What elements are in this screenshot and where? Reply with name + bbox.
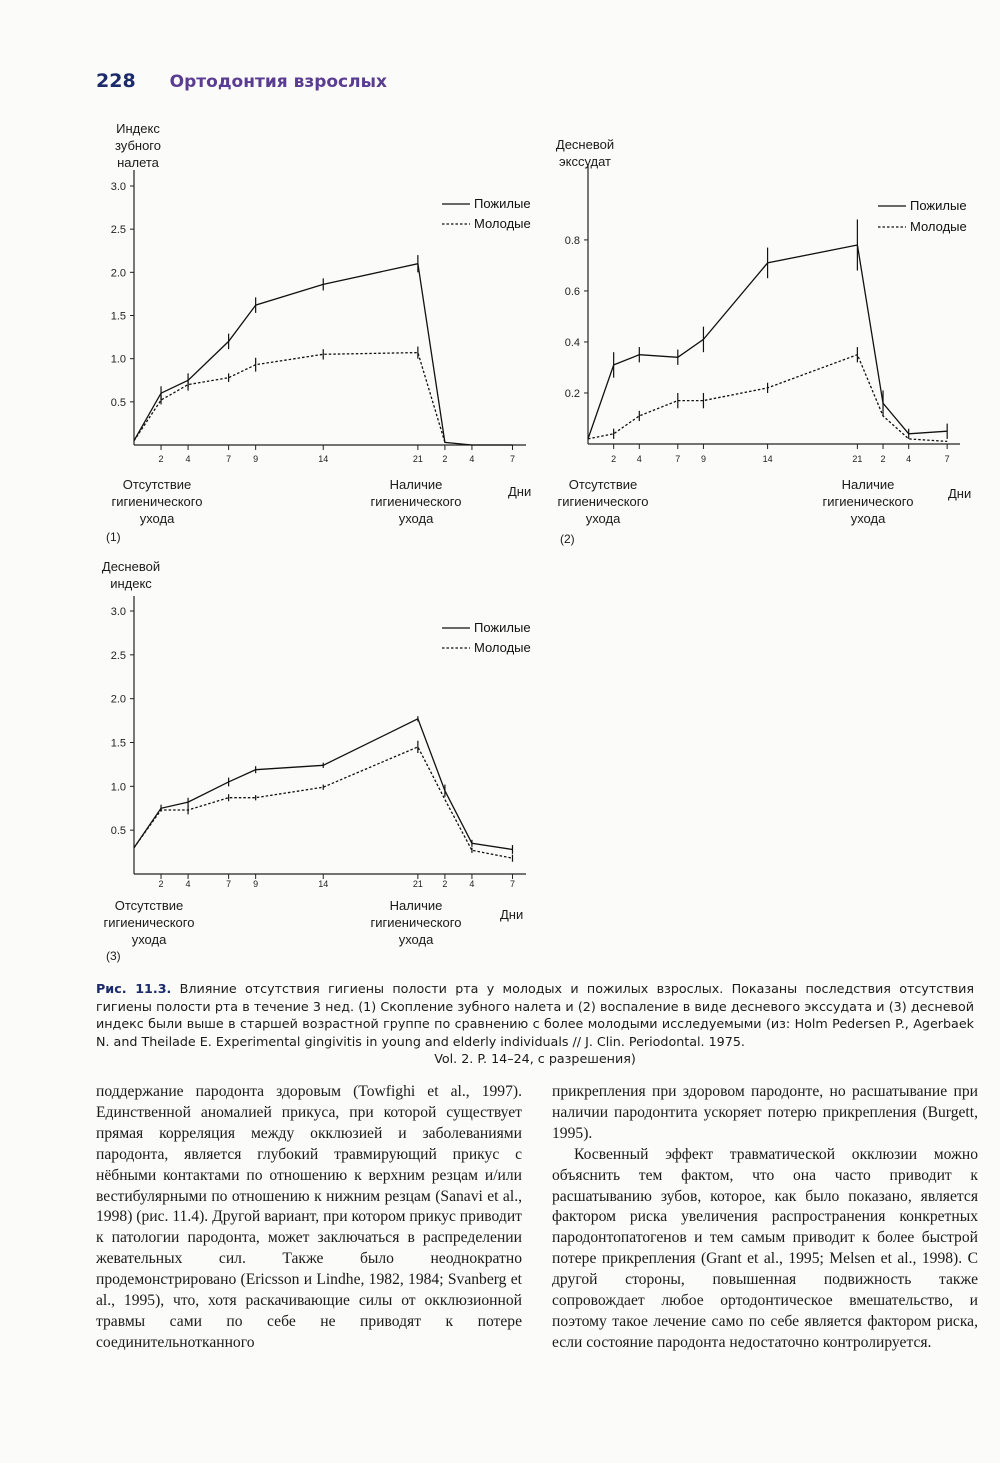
legend-label-young: Молодые [474,216,531,231]
y-tick-label: 0.2 [564,387,580,400]
body-column-right [552,1082,978,1354]
x-label-days: Дни [508,484,532,499]
figure-label: Рис. 11.3. [96,981,172,996]
x-label-line: ухода [850,511,886,526]
chart-gingival-exudate [548,136,988,550]
x-tick-label: 4 [906,454,912,464]
caption-text: Влияние отсутствия гигиены полости рта у молодых и пожилых взрослых. Показаны последствия отсутствия гигиены полости рта в течение 3 нед. (1) Скопление зубного налета и (2) воспаление в виде десневого экссудата и (3) десневой индекс были выше в старшей возрастной группе по сравнению с более молодыми исследуемыми (из: Holm Pedersen P., Agerbaek N. and Theilade E. Experimental gingivitis in young and elderly individuals // J. Clin. Periodontal. 1975. [96,981,974,1049]
legend-label-elderly: Пожилые [474,196,531,211]
x-tick-label: 14 [318,454,329,464]
x-tick-label: 4 [185,879,191,889]
x-tick-label: 9 [253,879,259,889]
x-tick-label: 21 [412,879,423,889]
y-tick-label: 1.0 [110,353,126,366]
x-tick-label: 21 [412,454,423,464]
x-label-line: гигиенического [103,915,195,930]
x-label-line: ухода [131,932,167,947]
paragraph: поддержание пародонта здоровым (Towfighi et al., 1997). Единственной аномалией прикуса, при которой существует прямая корреляция между окклюзией и заболеваниями пародонта, является глубокий травмирующий прикус с нёбными контактами по отношению к верхним резцам и/или вестибулярными по отношению к нижним резцам (Sanavi et al., 1998) (рис. 11.4). Другой вариант, при котором прикус приводит к патологии пародонта, может заключаться в распределении жевательных сил. Также было неоднократно продемонстрировано (Ericsson и Lindhe, 1982, 1984; Svanberg et al., 1995), что, хотя раскачивающие силы от окклюзионной травмы сами по себе не приводят к потере соединительнотканного [96,1083,522,1351]
x-tick-label: 4 [636,454,642,464]
y-tick-label: 0.8 [564,234,580,247]
x-label-line: ухода [585,511,621,526]
legend-label-elderly: Пожилые [910,198,967,213]
x-label-hygiene [351,476,481,527]
x-label-line: ухода [398,932,434,947]
figure-caption [96,980,974,1068]
body-column-left [96,1082,522,1354]
series-line-young [588,355,947,442]
x-tick-label: 7 [509,454,515,464]
y-tick-label: 0.5 [110,825,126,838]
x-tick-label: 21 [852,454,863,464]
x-tick-label: 7 [226,879,232,889]
x-tick-label: 4 [469,454,475,464]
x-label-days: Дни [500,907,524,922]
paragraph: Косвенный эффект травматической окклюзии можно объяснить тем фактом, что она часто приводит к расшатыванию зубов, которое, как было показано, является фактором риска увеличения распространения конкретных пародонтопатогенов и тем самым приводит к более быстрой потере прикрепления (Grant et al., 1995; Melsen et al., 1998). С другой стороны, повышенная подвижность также сопровождает любое ортодонтическое вмешательство, и поэтому такое лечение само по себе является фактором риска, если состояние пародонта недостаточно контролируется. [552,1145,978,1351]
y-axis-label-line: налета [117,155,159,170]
running-title: Ортодонтия взрослых [169,72,387,92]
x-tick-label: 2 [880,454,886,464]
x-label-no-hygiene [92,476,222,527]
y-tick-label: 0.6 [564,285,580,298]
x-label-no-hygiene [84,897,214,948]
x-tick-label: 4 [469,879,475,889]
x-label-line: гигиенического [822,494,914,509]
y-tick-label: 2.5 [110,224,126,237]
y-axis-label-line: Десневой [555,137,615,152]
y-axis-label-line: зубного [114,138,161,153]
panel-label: (2) [560,532,575,546]
series-line-young [134,353,445,443]
x-label-line: ухода [139,511,175,526]
legend-label-young: Молодые [474,640,531,655]
x-label-line: Отсутствие [122,477,192,492]
page-header [96,70,387,96]
x-label-line: Отсутствие [114,898,184,913]
page-number: 228 [96,70,136,92]
y-tick-label: 3.0 [110,181,126,193]
y-axis-label-line: Десневой [101,559,161,574]
legend-label-young: Молодые [910,219,967,234]
x-tick-label: 7 [226,454,232,464]
x-label-no-hygiene [538,476,668,527]
y-tick-label: 2.5 [110,649,126,662]
x-tick-label: 4 [185,454,191,464]
x-label-line: Наличие [389,477,443,492]
y-tick-label: 1.0 [110,781,126,794]
series-line-elderly [134,719,513,850]
x-tick-label: 2 [158,879,164,889]
x-label-line: Наличие [389,898,443,913]
y-tick-label: 2.0 [110,693,126,706]
y-tick-label: 0.4 [564,336,580,349]
y-tick-label: 3.0 [110,606,126,618]
x-label-hygiene [803,476,933,527]
x-label-line: гигиенического [370,494,462,509]
x-tick-label: 2 [442,879,448,889]
x-label-line: гигиенического [111,494,203,509]
panel-label: (3) [106,949,121,963]
panel-label: (1) [106,530,121,544]
y-axis-label-line: Индекс [116,121,160,136]
x-tick-label: 7 [509,879,515,889]
x-tick-label: 2 [611,454,617,464]
x-tick-label: 9 [700,454,706,464]
y-axis-label-line: индекс [110,576,152,591]
paragraph: прикрепления при здоровом пародонте, но расшатывание при наличии пародонтита ускоряет потерю прикрепления (Burgett, 1995). [552,1083,978,1142]
x-label-hygiene [351,897,481,948]
caption-last-line: Vol. 2. P. 14–24, с разрешения) [434,1051,636,1067]
x-label-line: ухода [398,511,434,526]
y-tick-label: 0.5 [110,396,126,409]
x-tick-label: 9 [253,454,259,464]
y-axis-label-line: экссудат [558,154,612,169]
x-tick-label: 2 [442,454,448,464]
x-label-line: гигиенического [557,494,649,509]
x-tick-label: 14 [762,454,773,464]
y-tick-label: 1.5 [110,737,126,750]
x-tick-label: 7 [944,454,950,464]
x-label-line: Наличие [841,477,895,492]
chart-gingival-index [96,556,546,968]
x-label-line: гигиенического [370,915,462,930]
x-tick-label: 14 [318,879,329,889]
x-tick-label: 7 [675,454,681,464]
x-label-days: Дни [948,486,972,501]
x-tick-label: 2 [158,454,164,464]
legend-label-elderly: Пожилые [474,620,531,635]
x-label-line: Отсутствие [568,477,638,492]
chart-plaque-index [96,118,546,548]
y-tick-label: 2.0 [110,267,126,280]
y-tick-label: 1.5 [110,310,126,323]
